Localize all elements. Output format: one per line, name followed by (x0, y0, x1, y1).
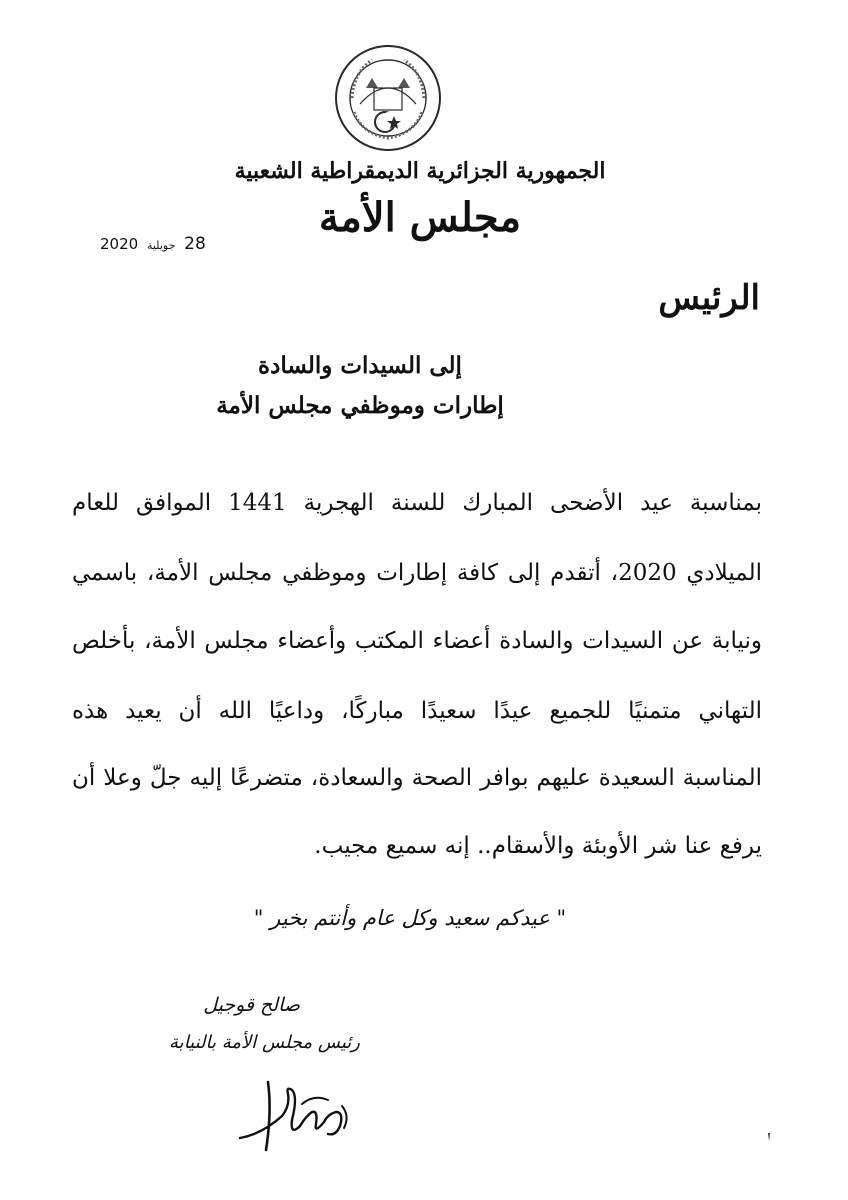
handwritten-signature (232, 1076, 362, 1156)
eid-greeting: " عيدكم سعيد وكل عام وأنتم بخير " (253, 906, 567, 930)
body-line-6: يرفع عنا شر الأوبئة والأسقام.. إنه سميع مجيب. (314, 833, 762, 859)
signature-icon (232, 1076, 362, 1156)
date-year: 2020 (100, 235, 139, 253)
date-month: جويلية (146, 239, 176, 252)
scan-mark (765, 1126, 773, 1134)
body-line-4: التهاني متمنيًا للجميع عيدًا سعيدًا مباركًا، وداعيًا الله أن يعيد هذه (72, 698, 762, 724)
body-line-5: المناسبة السعيدة عليهم بوافر الصحة والسعادة، متضرعًا إليه جلّ وعلا أن (72, 765, 762, 791)
seal-emblem-icon (332, 42, 444, 154)
date-day: 28 (184, 234, 206, 254)
council-name: مجلس الأمة (318, 194, 522, 241)
recipient-line-2: إطارات وموظفي مجلس الأمة (216, 392, 504, 419)
recipient-line-1: إلى السيدات والسادة (258, 352, 462, 379)
body-line-2: الميلادي 2020، أتقدم إلى كافة إطارات وموظفي مجلس الأمة، باسمي (72, 560, 763, 586)
republic-name: الجمهورية الجزائرية الديمقراطية الشعبية (234, 158, 606, 184)
body-line-3: ونيابة عن السيدات والسادة أعضاء المكتب وأعضاء مجلس الأمة، بأخلص (72, 628, 762, 654)
republic-seal (332, 42, 444, 154)
signer-title: رئيس مجلس الأمة بالنيابة (169, 1032, 360, 1053)
letter-date (100, 234, 206, 254)
body-line-1: بمناسبة عيد الأضحى المبارك للسنة الهجرية 1441 الموافق للعام (72, 490, 763, 516)
signer-name: صالح قوجيل (203, 994, 300, 1016)
sender-title: الرئيس (658, 278, 760, 318)
